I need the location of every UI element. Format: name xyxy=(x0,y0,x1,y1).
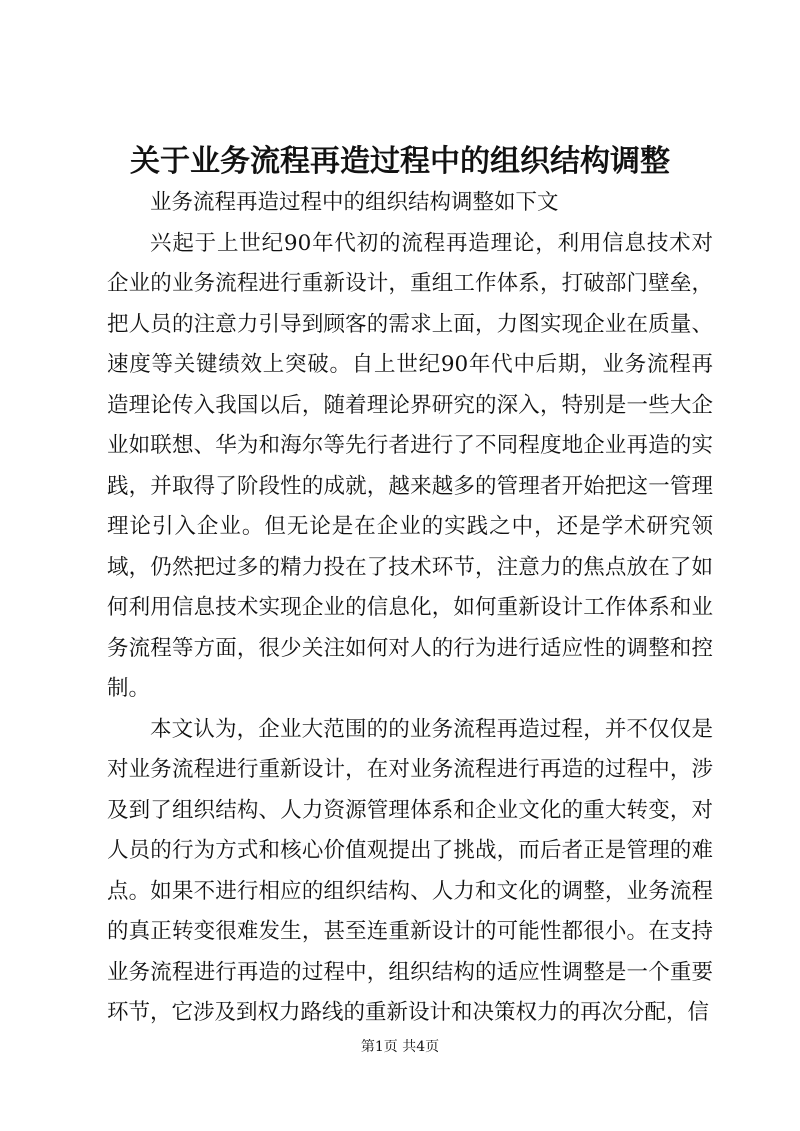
body-paragraph-1: 兴起于上世纪90年代初的流程再造理论，利用信息技术对企业的业务流程进行重新设计，重组工作体系，打破部门壁垒，把人员的注意力引导到顾客的需求上面，力图实现企业在质量、速度等关键绩效上突破。自上世纪90年代中后期，业务流程再造理论传入我国以后，随着理论界研究的深入，特别是一些大企业如联想、华为和海尔等先行者进行了不同程度地企业再造的实践，并取得了阶段性的成就，越来越多的管理者开始把这一管理理论引入企业。但无论是在企业的实践之中，还是学术研究领域，仍然把过多的精力投在了技术环节，注意力的焦点放在了如何利用信息技术实现企业的信息化，如何重新设计工作体系和业务流程等方面，很少关注如何对人的行为进行适应性的调整和控制。 xyxy=(107,230,713,701)
page-footer: 第1页 共4页 xyxy=(360,1039,440,1055)
document-title: 关于业务流程再造过程中的组织结构调整 xyxy=(130,144,670,179)
intro-paragraph: 业务流程再造过程中的组织结构调整如下文 xyxy=(150,190,559,215)
document-body xyxy=(107,183,713,1034)
body-paragraph-2: 本文认为，企业大范围的的业务流程再造过程，并不仅仅是对业务流程进行重新设计，在对业务流程进行再造的过程中，涉及到了组织结构、人力资源管理体系和企业文化的重大转变，对人员的行为方式和核心价值观提出了挑战，而后者正是管理的难点。如果不进行相应的组织结构、人力和文化的调整，业务流程的真正转变很难发生，甚至连重新设计的可能性都很小。在支持业务流程进行再造的过程中，组织结构的适应性调整是一个重要环节，它涉及到权力路线的重新设计和决策权力的再次分配，信 xyxy=(107,716,713,1025)
